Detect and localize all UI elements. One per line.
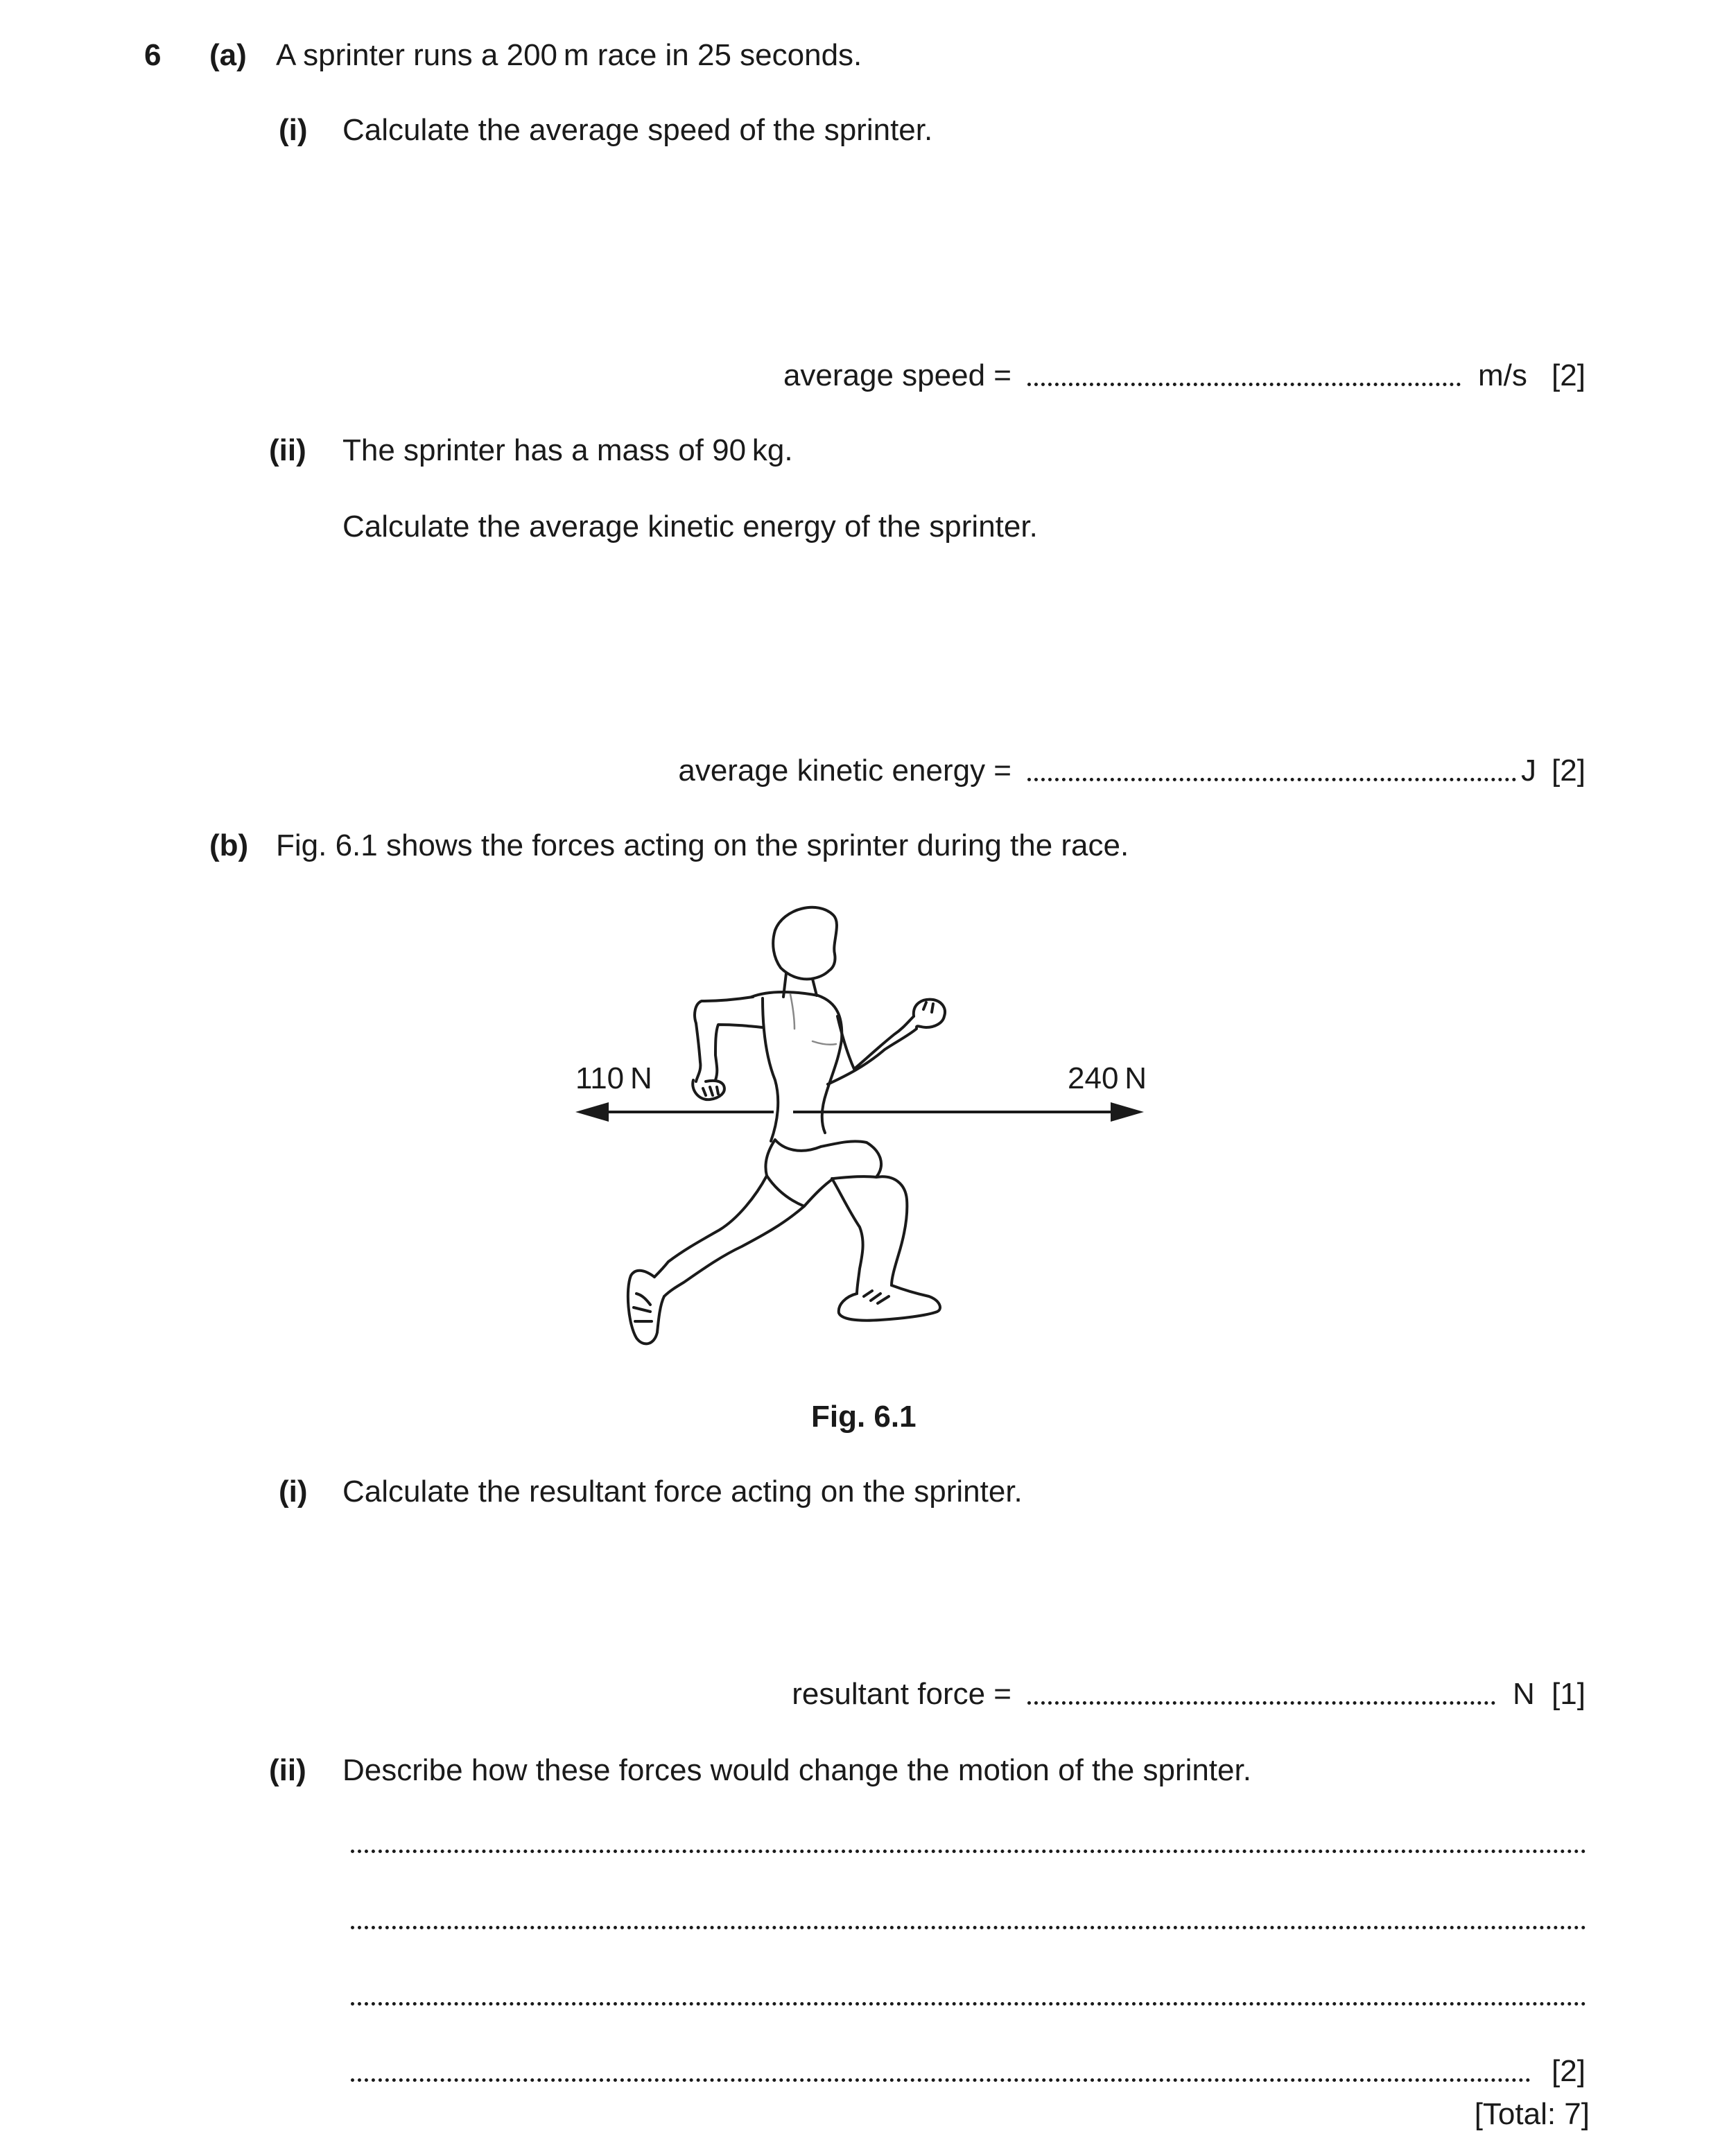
part-a-stem: A sprinter runs a 200 m race in 25 seconds.	[276, 38, 862, 72]
part-a-ii-prompt-1: The sprinter has a mass of 90 kg.	[342, 433, 793, 467]
sprinter-front-shoe	[839, 1285, 940, 1321]
kinetic-energy-answer-line[interactable]	[1027, 778, 1516, 781]
right-force-label: 240 N	[1068, 1061, 1147, 1095]
left-force-label: 110 N	[575, 1061, 652, 1095]
force-arrow-right	[793, 1102, 1144, 1122]
sprinter-back-arm	[695, 997, 763, 1081]
sprinter-front-fist	[914, 1000, 945, 1027]
part-a-i-label: (i)	[279, 113, 308, 147]
part-a-i-prompt: Calculate the average speed of the sprinter.	[342, 113, 933, 147]
part-b-label: (b)	[209, 828, 249, 862]
sprinter-diagram	[555, 880, 1179, 1366]
average-speed-unit: m/s	[1478, 358, 1527, 392]
average-speed-marks: [2]	[1552, 358, 1586, 392]
part-a-ii-prompt-2: Calculate the average kinetic energy of the sprinter.	[342, 510, 1038, 544]
part-a-ii-label: (ii)	[269, 433, 306, 467]
average-speed-answer-line[interactable]	[1027, 383, 1461, 386]
kinetic-energy-marks: [2]	[1552, 754, 1586, 788]
sprinter-rear-shoe	[628, 1271, 664, 1344]
kinetic-energy-unit: J	[1521, 754, 1536, 788]
resultant-force-label: resultant force =	[792, 1677, 1011, 1711]
kinetic-energy-label: average kinetic energy =	[678, 754, 1011, 788]
resultant-force-unit: N	[1513, 1677, 1535, 1711]
part-b-i-label: (i)	[279, 1475, 308, 1509]
total-marks: [Total: 7]	[1474, 2097, 1590, 2131]
sprinter-head	[773, 907, 837, 980]
resultant-force-answer-line[interactable]	[1027, 1701, 1495, 1705]
description-answer-line-3[interactable]	[351, 2002, 1586, 2006]
figure-caption: Fig. 6.1	[811, 1400, 917, 1434]
description-answer-line-2[interactable]	[351, 1926, 1586, 1929]
force-arrow-left	[575, 1102, 774, 1122]
part-b-ii-label: (ii)	[269, 1753, 306, 1787]
part-b-i-prompt: Calculate the resultant force acting on the sprinter.	[342, 1475, 1023, 1509]
sprinter-front-arm	[828, 1016, 917, 1084]
description-answer-line-4[interactable]	[351, 2078, 1531, 2082]
description-marks: [2]	[1552, 2054, 1586, 2088]
question-number: 6	[144, 38, 162, 72]
sprinter-back-hand	[693, 1080, 724, 1099]
part-a-label: (a)	[209, 38, 247, 72]
resultant-force-marks: [1]	[1552, 1677, 1586, 1711]
sprinter-torso	[752, 992, 842, 1141]
figure-sprinter-forces	[555, 880, 1179, 1366]
part-b-ii-prompt: Describe how these forces would change the motion of the sprinter.	[342, 1753, 1251, 1787]
description-answer-line-1[interactable]	[351, 1850, 1586, 1853]
part-b-stem: Fig. 6.1 shows the forces acting on the sprinter during the race.	[276, 828, 1129, 862]
sprinter-shorts	[766, 1140, 882, 1206]
average-speed-label: average speed =	[783, 358, 1011, 392]
sprinter-front-leg	[832, 1176, 907, 1294]
